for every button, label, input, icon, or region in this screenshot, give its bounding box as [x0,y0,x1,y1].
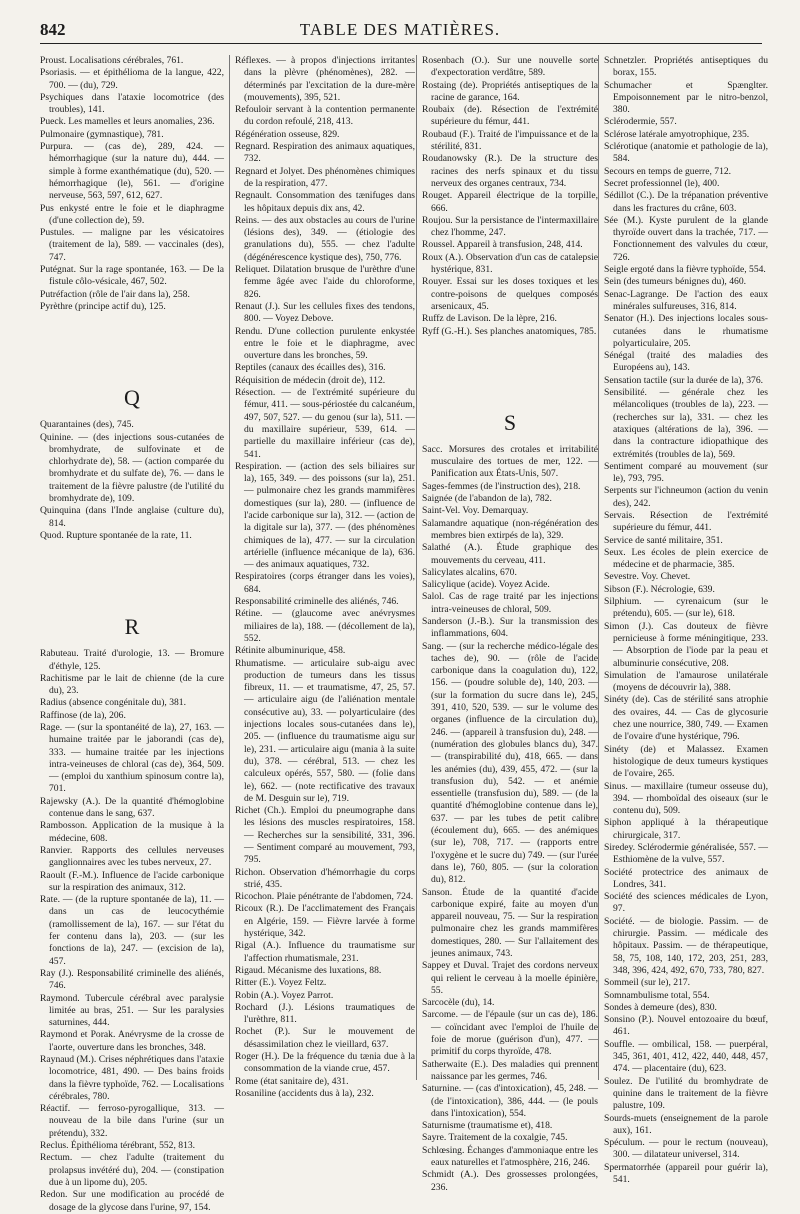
section-letter: S [503,409,517,435]
index-entry: Sanderson (J.-B.). Sur la transmission des inflammations, 604. [422,615,598,640]
index-entry: Saturnisme (traumatisme et), 418. [422,1120,553,1132]
index-entry: Sarcome. — de l'épaule (sur un cas de), 186. — coïncidant avec l'emploi de l'huile de foie de morue (guérison d'un), 477. — primitif du corps thyroïde, 478. [422,1009,598,1058]
index-entry: Rome (état sanitaire de), 431. [235,1075,349,1087]
index-entry: Rectum. — chez l'adulte (traitement du prolapsus invétéré du), 204. — (constipation due à un lipome du), 205. [40,1152,224,1188]
index-entry: Réflexes. — à propos d'injections irritantes dans la plèvre (phénomènes), 282. — déterminés par l'excitation de la dure-mère (mouvements), 395, 521. [235,55,415,103]
index-entry: Spéculum. — pour le rectum (nouveau), 300. — dilatateur universel, 314. [604,1137,768,1161]
index-entry: Service de santé militaire, 351. [604,534,723,546]
index-entry: Sayre. Traitement de la coxalgie, 745. [422,1132,568,1144]
index-entry: Sentiment comparé au mouvement (sur le), 793, 795. [604,460,768,485]
index-entry: Reins. — des aux obstacles au cours de l'urine (lésions des), 349. — (étiologie des granulations du), 555. — chez l'adulte (dégénérescence kystique des), 750, 776. [235,214,415,263]
index-entry: Saignée (de l'abandon de la), 782. [422,493,552,505]
index-entry: Putégnat. Sur la rage spontanée, 163. — De la fistule côlo-vésicale, 467, 502. [40,264,224,288]
index-entry: Quinine. — (des injections sous-cutanées de bromhydrate, de sulfovinate et de chlorhydrate de), 58. — (action comparée du bromhydrate et du sulfate de), 76. — dans le traitement de la fièvre palustre (de l'utilité du bromhydrate de), 109. [40,431,224,505]
index-entry: Roudanowsky (R.). De la structure des racines des nerfs spinaux et du tissu nerveux des organes centraux, 734. [422,153,598,189]
index-entry: Ricoux (R.). De l'acclimatement des Français en Algérie, 159. — Fièvre larvée à forme hystérique, 342. [235,903,415,940]
index-entry: Rouyer. Essai sur les doses toxiques et les contre-poisons de quelques composés arsenicaux, 45. [422,276,598,312]
index-entry: Pustules. — maligne par les vésicatoires (traitement de la), 589. — vaccinales (des), 747. [40,227,224,263]
index-entry: Schmidt (A.). Des grossesses prolongées, 236. [422,1169,598,1193]
index-entry: Proust. Localisations cérébrales, 761. [40,55,184,66]
index-entry: Rosenbach (O.). Sur une nouvelle sorte d'expectoration verdâtre, 589. [422,55,598,79]
index-entry: Rétine. — (glaucome avec anévrysmes miliaires de la), 188. — (décollement de la), 552. [235,608,415,644]
index-entry: Pueck. Les mamelles et leurs anomalies, 236. [40,116,215,128]
header-rule [40,43,762,44]
page-number: 842 [40,20,66,39]
index-entry: Raffinose (de la), 206. [40,709,126,721]
index-entry: Seigle ergoté dans la fièvre typhoïde, 554. [604,264,766,276]
index-entry: Satherwaite (E.). Des maladies qui prennent naissance par les germes, 746. [422,1058,598,1082]
index-entry: Sensibilité. — générale chez les mélancoliques (troubles de la), 223. — (recherches sur la), 331. — chez les ataxiques (altérations de la), 396. — dans la contracture idiopathique des extrémités (troubles de la), 569. [604,387,768,460]
index-column-2 [229,55,415,1099]
section-gap [40,313,224,375]
index-entry: Rajewsky (A.). De la quantité d'hémoglobine contenue dans le sang, 637. [40,795,224,820]
index-entry: Rabuteau. Traité d'urologie, 13. — Bromure d'éthyle, 125. [40,648,224,672]
section-gap [422,338,598,400]
index-entry: Salicylique (acide). Voyez Acide. [422,579,550,591]
index-entry: Schnetzler. Propriétés antiseptiques du borax, 155. [604,55,768,79]
index-entry: Roux (A.). Observation d'un cas de catalepsie hystérique, 831. [422,251,598,276]
index-entry: Somnambulisme total, 554. [604,989,710,1001]
index-entry: Pulmonaire (gymnastique), 781. [40,128,164,140]
index-entry: Roubaix (de). Résection de l'extrémité supérieure du fémur, 441. [422,104,598,128]
index-entry: Sclérose latérale amyotrophique, 235. [604,128,750,140]
index-entry: Regnard et Jolyet. Des phénomènes chimiques de la respiration, 477. [235,165,415,189]
index-entry: Rambosson. Application de la musique à la médecine, 608. [40,820,224,844]
index-entry: Rostaing (de). Propriétés antiseptiques de la racine de garance, 164. [422,79,598,103]
index-entry: Sée (M.). Kyste purulent de la glande thyroïde ouvert dans la trachée, 717. — Fonctionnement des valvules du cœur, 726. [604,214,768,263]
index-entry: Raymond. Tubercule cérébral avec paralysie limitée au bras, 251. — Sur les paralysies saturnines, 444. [40,992,224,1029]
index-entry: Reliquet. Dilatation brusque de l'urèthre d'une femme âgée avec l'aide du chloroforme, 826. [235,264,415,300]
index-entry: Rigal (A.). Influence du traumatisme sur l'affection rhumatismale, 231. [235,940,415,964]
index-entry: Réactif. — ferroso-pyrogallique, 313. — nouveau de la bile dans l'urine (sur un prétendu), 332. [40,1103,224,1139]
index-entry: Respiratoires (corps étranger dans les voies), 684. [235,571,415,595]
index-entry: Rétinite albuminurique, 458. [235,645,346,657]
index-entry: Reptiles (canaux des écailles des), 316. [235,362,386,374]
index-entry: Purpura. — (cas de), 289, 424. — hémorrhagique (sur la nature du), 444. — simple à forme exanthématique (du), 520. — hémorrhagique (le), 561. — d'origine nerveuse, 563, 597, 612, 627. [40,141,224,202]
index-entry: Senator (H.). Des injections locales sous-cutanées dans le rhumatisme polyarticulaire, 205. [604,313,768,349]
section-letter: Q [124,385,140,411]
index-entry: Roussel. Appareil à transfusion, 248, 414. [422,239,583,251]
index-entry: Roger (H.). De la fréquence du tænia due à la consommation de la viande crue, 457. [235,1051,415,1075]
section-gap [40,542,224,604]
index-entry: Sinéty (de) et Malassez. Examen histologique de deux tumeurs kystiques de l'ovaire, 265. [604,743,768,780]
index-entry: Rigaud. Mécanisme des luxations, 88. [235,964,382,976]
index-entry: Rachitisme par le lait de chienne (de la cure du), 23. [40,672,224,697]
index-entry: Raymond et Porak. Anévrysme de la crosse de l'aorte, ouverture dans les bronches, 348. [40,1029,224,1053]
index-entry: Ranvier. Rapports des cellules nerveuses ganglionnaires avec les tubes nerveux, 27. [40,844,224,869]
index-entry: Seux. Les écoles de plein exercice de médecine et de pharmacie, 385. [604,546,768,571]
index-entry: Regnard. Respiration des animaux aquatiques, 732. [235,141,415,165]
index-entry: Ray (J.). Responsabilité criminelle des aliénés, 746. [40,967,224,992]
index-entry: Schumacher et Spænglter. Empoisonnement par le nitro-benzol, 380. [604,79,768,116]
index-entry: Siphon appliqué à la thérapeutique chirurgicale, 317. [604,817,768,841]
index-entry: Psychiques dans l'ataxie locomotrice (des troubles), 141. [40,91,224,116]
index-entry: Raoult (F.-M.). Influence de l'acide carbonique sur la respiration des animaux, 312. [40,869,224,893]
index-entry: Sclérodermie, 557. [604,116,677,128]
index-entry: Roubaud (F.). Traité de l'impuissance et de la stérilité, 831. [422,128,598,153]
index-entry: Société protectrice des animaux de Londres, 341. [604,866,768,890]
index-entry: Senac-Lagrange. De l'action des eaux minérales sulfureuses, 316, 814. [604,288,768,312]
index-entry: Radius (absence congénitale du), 381. [40,697,186,709]
index-entry: Siredey. Sclérodermie généralisée, 557. — Esthiomène de la vulve, 557. [604,842,768,866]
index-column-3 [416,55,598,1193]
index-entry: Quod. Rupture spontanée de la rate, 11. [40,529,192,541]
index-entry: Sommeil (sur le), 217. [604,977,691,989]
index-entry: Sondes à demeure (des), 830. [604,1001,717,1013]
index-entry: Sinéty (de). Cas de stérilité sans atrophie des ovaires, 44. — Cas de glycosurie chez une nourrice, 380, 749. — Examen de l'ovaire d'une hystérique, 796. [604,694,768,743]
index-entry: Sénégal (traité des maladies des Européens au), 143. [604,350,768,374]
index-entry: Résection. — de l'extrémité supérieure du fémur, 411. — sous-périostée du calcanéum, 497, 507, 527. — du genou (sur la), 511. — du maxillaire supérieur, 539, 614. — partielle du maxillaire inférieur (cas de), 541. [235,387,415,460]
index-entry: Servais. Résection de l'extrémité supérieure du fémur, 441. [604,509,768,534]
index-column-1 [40,55,224,1213]
index-entry: Soulez. De l'utilité du bromhydrate de quinine dans le traitement de la fièvre palustre, 109. [604,1075,768,1112]
index-entry: Reclus. Épithélioma térébrant, 552, 813. [40,1140,196,1152]
index-entry: Ryff (G.-H.). Ses planches anatomiques, 785. [422,325,597,337]
index-entry: Sarcocèle (du), 14. [422,997,495,1009]
index-entry: Rhumatisme. — articulaire sub-aigu avec production de tumeurs dans les tissus fibreux, 11. — et traumatisme, 47, 25, 57. — articulaire aigu (de l'aliénation mentale consécutive au), 33. — polyarticulaire (des injections locales sous-cutanées dans le), 205. — (influence du traumatisme aigu sur le), 231. — articulaire aigu (mania à la suite du), 378. — cérébral, 513. — chez les calculeux opérés, 557, 580. — (folie dans le), 662. — (note rectificative des travaux de M. Desguin sur le), 719. [235,657,415,804]
index-entry: Sanson. Étude de la quantité d'acide carbonique expiré, faite au moyen d'un appareil nouveau, 75. — Sur la respiration pulmonaire chez les grands mammifères domestiques, 280. — Sur l'allaitement des jeunes animaux, 743. [422,886,598,959]
index-entry: Sappey et Duval. Trajet des cordons nerveux qui relient le cerveau à la moelle épinière, 55. [422,960,598,996]
index-entry: Salamandre aquatique (non-régénération des membres bien extirpés de la), 329. [422,517,598,541]
index-entry: Respiration. — (action des sels biliaires sur la), 165, 349. — des poissons (sur la), 251. — pulmonaire chez les grands mammifères domestiques (sur la), 280. — (influence de l'acide carbonique sur la), 312. — (action de la digitale sur la), 377. — (des phénomènes chimiques de la), 477. — sur la circulation artérielle (influence mécanique de la), 636. — des animaux aquatiques, 732. [235,460,415,571]
index-entry: Réquisition de médecin (droit de), 112. [235,374,386,386]
index-entry: Rage. — (sur la spontanéité de la), 27, 163. — humaine traitée par le jaborandi (cas de), 333. — humaine traitée par les injections intra-veineuses de chloral (cas de), 364, 509. — (emploi du xanthium spinosum contre la), 701. [40,721,224,795]
index-entry: Salol. Cas de rage traité par les injections intra-veineuses de chloral, 509. [422,591,598,615]
index-entry: Salicylates alcalins, 670. [422,566,517,578]
index-entry: Sang. — (sur la recherche médico-légale des taches de), 90. — (rôle de l'acide carbonique dans la coagulation du), 122, 156. — (poudre soluble de), 140, 203. — (sur la formation du sucre dans le), 245, 391, 410, 520, 539. — sur le volume des organes (influence de la circulation du), 246. — (appareil à transfusion du), 248. — (numération des globules blancs du), 347. — (transpirabilité du), 418, 665. — dans les anémies (du), 439, 455, 472. — (sur la transfusion du), 542. — et anémie essentielle (transfusion du), 589. — (de la quantité d'hémoglobine contenue dans le), 637. — par les tubes de petit calibre (écoulement du), 665. — des anémiques (sur le), 708, 717. — (rapports entre l'oxygène et le sucre du) 749. — (sur l'urée dans le), 760, 805. — (sur la coloration du), 812. [422,640,598,886]
index-entry: Pus enkysté entre le foie et le diaphragme (d'une collection de), 59. [40,202,224,226]
index-entry: Sacc. Morsures des crotales et irritabilité musculaire des tortues de mer, 122. — Panification aux États-Unis, 507. [422,443,598,480]
index-entry: Regnault. Consommation des tænifuges dans les hôpitaux depuis dix ans, 42. [235,190,415,214]
index-entry: Saturnine. — (cas d'intoxication), 45, 248. — (de l'intoxication), 386, 444. — (le pouls dans l'intoxication), 554. [422,1083,598,1119]
index-entry: Régénération osseuse, 829. [235,128,340,140]
index-entry: Rouget. Appareil électrique de la torpille, 666. [422,190,598,214]
running-head: TABLE DES MATIÈRES. [299,20,501,39]
index-entry: Sonsino (P.). Nouvel entozoaire du bœuf, 461. [604,1014,768,1038]
index-entry: Richet (Ch.). Emploi du pneumographe dans les lésions des muscles respiratoires, 158. — Recherches sur la sensibilité, 331, 396. — Sentiment comparé au mouvement, 793, 795. [235,805,415,866]
index-entry: Ritter (E.). Voyez Feltz. [235,977,327,989]
index-entry: Quarantaines (des), 745. [40,419,134,431]
index-entry: Simon (J.). Cas douteux de fièvre pernicieuse à forme méningitique, 233. — Absorption de l'iode par la peau et albuminurie consécutive, 208. [604,620,768,669]
index-entry: Sourds-muets (enseignement de la parole aux), 161. [604,1112,768,1136]
index-entry: Richon. Observation d'hémorrhagie du corps strié, 435. [235,866,415,890]
index-entry: Simulation de l'amaurose unilatérale (moyens de découvrir la), 388. [604,669,768,694]
index-entry: Raynaud (M.). Crises néphrétiques dans l'ataxie locomotrice, 481, 490. — Des bains froids dans la fièvre typhoïde, 762. — Localisations cérébrales, 780. [40,1054,224,1102]
index-entry: Sédillot (C.). De la trépanation préventive dans les fractures du crâne, 603. [604,190,768,214]
index-entry: Rate. — (de la rupture spontanée de la), 11. — dans un cas de leucocythémie (ramollissement de la), 167. — sur l'état du fer contenu dans la), 203. — (sur les fonctions de la), 247. — (excision de la), 457. [40,894,224,967]
index-entry: Société. — de biologie. Passim. — de chirurgie. Passim. — médicale des hôpitaux. Passim. — de thérapeutique, 58, 75, 108, 140, 172, 203, 251, 283, 348, 396, 424, 492, 670, 733, 780, 827. [604,915,768,976]
index-entry: Redon. Sur une modification au procédé de dosage de la glycose dans l'urine, 97, 154. [40,1189,224,1213]
index-entry: Sclérotique (anatomie et pathologie de la), 584. [604,141,768,165]
index-entry: Renaut (J.). Sur les cellules fixes des tendons, 800. — Voyez Debove. [235,300,415,325]
index-entry: Secours en temps de guerre, 712. [604,165,732,177]
index-entry: Saint-Vel. Voy. Demarquay. [422,505,529,517]
index-entry: Sibson (F.). Nécrologie, 639. [604,583,715,595]
index-entry: Rosaniline (accidents dus à la), 232. [235,1087,374,1099]
index-entry: Spermatorrhée (appareil pour guérir la), 541. [604,1161,768,1186]
index-entry: Pyrèthre (principe actif du), 125. [40,300,166,312]
index-entry: Ricochon. Plaie pénétrante de l'abdomen, 724. [235,891,414,903]
section-letter: R [124,614,140,640]
index-entry: Sensation tactile (sur la durée de la), 376. [604,374,764,386]
index-entry: Rendu. D'une collection purulente enkystée entre le foie et le diaphragme, avec ouverture dans les bronches, 59. [235,325,415,362]
index-entry: Silphium. — cyrenaicum (sur le prétendu), 605. — (sur le), 618. [604,596,768,620]
index-entry: Sages-femmes (de l'instruction des), 218. [422,480,581,492]
index-entry: Robin (A.). Voyez Parrot. [235,989,334,1001]
index-entry: Rochet (P.). Sur le mouvement de désassimilation chez le vieillard, 637. [235,1026,415,1050]
index-entry: Sein (des tumeurs bénignes du), 460. [604,276,747,288]
index-entry: Refouloir servant à la contention permanente du cordon refoulé, 218, 413. [235,104,415,128]
index-entry: Serpents sur l'ichneumon (action du venin des), 242. [604,485,768,509]
index-entry: Sevestre. Voy. Chevet. [604,571,691,583]
index-entry: Ruffz de Lavison. De la lèpre, 216. [422,313,557,325]
index-entry: Quinquina (dans l'Inde anglaise (culture du), 814. [40,505,224,529]
index-entry: Rochard (J.). Lésions traumatiques de l'urèthre, 811. [235,1001,415,1026]
index-column-4 [598,55,768,1186]
index-entry: Salathé (A.). Étude graphique des mouvements du cerveau, 411. [422,542,598,566]
index-entry: Psoriasis. — et épithélioma de la langue, 422, 700. — (du), 729. [40,67,224,91]
index-entry: Roujou. Sur la persistance de l'intermaxillaire chez l'homme, 247. [422,214,598,239]
index-entry: Responsabilité criminelle des aliénés, 746. [235,596,399,608]
index-entry: Sinus. — maxillaire (tumeur osseuse du), 394. — rhomboïdal des oiseaux (sur le contenu du), 509. [604,780,768,817]
index-entry: Putréfaction (rôle de l'air dans la), 258. [40,288,190,300]
index-entry: Schlœsing. Échanges d'ammoniaque entre les eaux naturelles et l'atmosphère, 216, 246. [422,1144,598,1169]
index-entry: Société des sciences médicales de Lyon, 97. [604,891,768,915]
index-entry: Secret professionnel (le), 400. [604,177,720,189]
index-entry: Souffle. — ombilical, 158. — puerpéral, 345, 361, 401, 412, 422, 440, 448, 457, 474. — placentaire (du), 623. [604,1038,768,1075]
